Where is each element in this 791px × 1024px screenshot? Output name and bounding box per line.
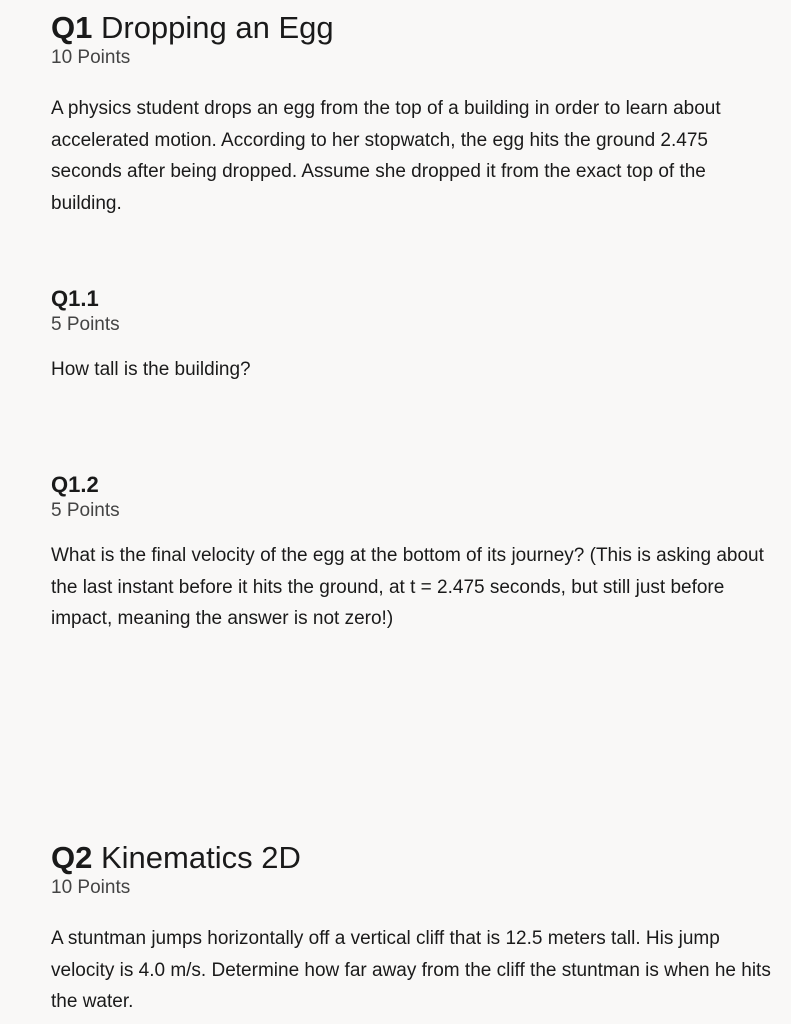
question-q1-2	[51, 471, 777, 635]
question-text: A stuntman jumps horizontally off a vertical cliff that is 12.5 meters tall. His jump velocity is 4.0 m/s. Determine how far away from the cliff the stuntman is when he hits the water.	[51, 928, 771, 1013]
question-text: A physics student drops an egg from the top of a building in order to learn about accelerated motion. According to her stopwatch, the egg hits the ground 2.475 seconds after being dropped. Assume she dropped it from the exact top of the building.	[51, 98, 721, 214]
question-points: 10 Points	[51, 47, 131, 68]
question-number: Q2	[51, 840, 93, 875]
question-title	[51, 10, 777, 46]
question-q1-1	[51, 285, 777, 386]
subquestion-number: Q1.1	[51, 286, 99, 311]
question-points: 5 Points	[51, 314, 120, 335]
question-title	[51, 840, 777, 876]
question-text: What is the final velocity of the egg at the bottom of its journey? (This is asking about the last instant before it hits the ground, at t = 2.475 seconds, but still just before impact, meaning the answer is not zero!)	[51, 545, 764, 630]
subquestion-number: Q1.2	[51, 472, 99, 497]
question-name: Dropping an Egg	[100, 10, 334, 45]
question-q1	[51, 10, 777, 219]
question-number: Q1	[51, 10, 93, 45]
question-text: How tall is the building?	[51, 359, 251, 380]
question-points: 5 Points	[51, 500, 120, 521]
question-points: 10 Points	[51, 877, 131, 898]
question-name: Kinematics 2D	[100, 840, 301, 875]
question-q2	[51, 840, 777, 1018]
